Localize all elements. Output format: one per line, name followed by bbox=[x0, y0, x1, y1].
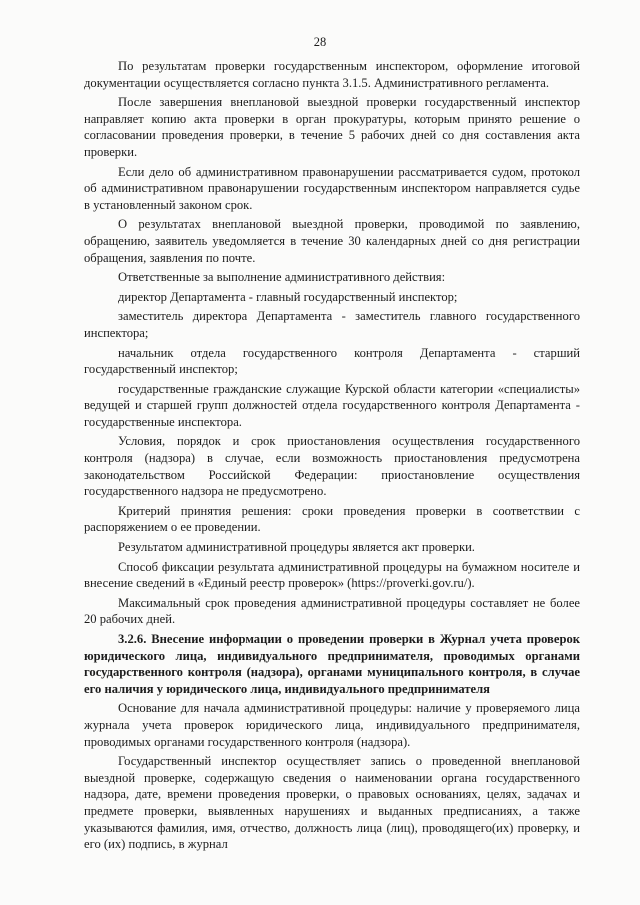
paragraph-procedure-result: Результатом административной процедуры является акт проверки. bbox=[118, 540, 475, 555]
page-number: 28 bbox=[313, 35, 327, 49]
paragraph-journal-entry: Государственный инспектор осуществляет запись о проведенной внеплановой выездной проверке, содержащую сведения о наименовании органа государственного надзора, дате, времени проведения проверки, о правовых основаниях, целях, задачах и предмете проверки, выявленных нарушениях и выданных предписаниях, а также указываются фамилия, имя, отчество, должность лица (лиц), проводящего(их) проверку, и его (их) подпись, в журнал bbox=[84, 754, 580, 852]
paragraph-applicant-notification: О результатах внеплановой выездной проверки, проводимой по заявлению, обращению, заявитель уведомляется в течение 30 календарных дней со дня регистрации обращения, заявления по почте. bbox=[84, 217, 580, 265]
paragraph-act-copy-to-prosecutor: После завершения внеплановой выездной проверки государственный инспектор направляет копию акта проверки в орган прокуратуры, которым принято решение о согласовании проведения проверки, в течение 5 рабочих дней со дня составления акта проверки. bbox=[84, 95, 580, 159]
paragraph-max-duration: Максимальный срок проведения административной процедуры составляет не более 20 рабочих дней. bbox=[84, 595, 580, 627]
paragraph-decision-criterion: Критерий принятия решения: сроки проведения проверки в соответствии с распоряжением о ее проведении. bbox=[84, 503, 580, 535]
paragraph-inspection-results: По результатам проверки государственным инспектором, оформление итоговой документации осуществляется согласно пункта 3.1.5. Административного регламента. bbox=[84, 59, 580, 90]
paragraph-responsible-persons: Ответственные за выполнение административного действия: bbox=[118, 270, 446, 285]
document-body bbox=[84, 58, 580, 856]
paragraph-director: директор Департамента - главный государственный инспектор; bbox=[118, 289, 458, 304]
paragraph-department-head: начальник отдела государственного контроля Департамента - старший государственный инспектор; bbox=[84, 345, 580, 377]
paragraph-court-protocol: Если дело об административном правонарушении рассматривается судом, протокол об административном правонарушении государственным инспектором направляется судье в установленный законом срок. bbox=[84, 164, 580, 212]
paragraph-civil-servants: государственные гражданские служащие Курской области категории «специалисты» ведущей и старшей групп должностей отдела государственного контроля Департамента - государственные инспектора. bbox=[84, 381, 580, 429]
paragraph-fixation-method: Способ фиксации результата административной процедуры на бумажном носителе и внесение сведений в «Единый реестр проверок» (https://proverki.gov.ru/). bbox=[84, 559, 580, 591]
paragraph-deputy-director: заместитель директора Департамента - заместитель главного государственного инспектора; bbox=[84, 309, 580, 340]
paragraph-suspension-conditions: Условия, порядок и срок приостановления осуществления государственного контроля (надзора) в случае, если возможность приостановления предусмотрена законодательством Российской Федерации: приостановление осуществления государственного надзора не предусмотрено. bbox=[84, 434, 580, 499]
section-heading-3-2-6: 3.2.6. Внесение информации о проведении проверки в Журнал учета проверок юридического лица, индивидуального предпринимателя, проводимых органами государственного контроля (надзора), органами муниципального контроля, в случае его наличия у юридического лица, индивидуального предпринимателя bbox=[84, 632, 580, 696]
paragraph-procedure-basis: Основание для начала административной процедуры: наличие у проверяемого лица журнала учета проверок юридического лица, индивидуального предпринимателя, проводимых органами государственного контроля (надзора). bbox=[84, 701, 580, 749]
